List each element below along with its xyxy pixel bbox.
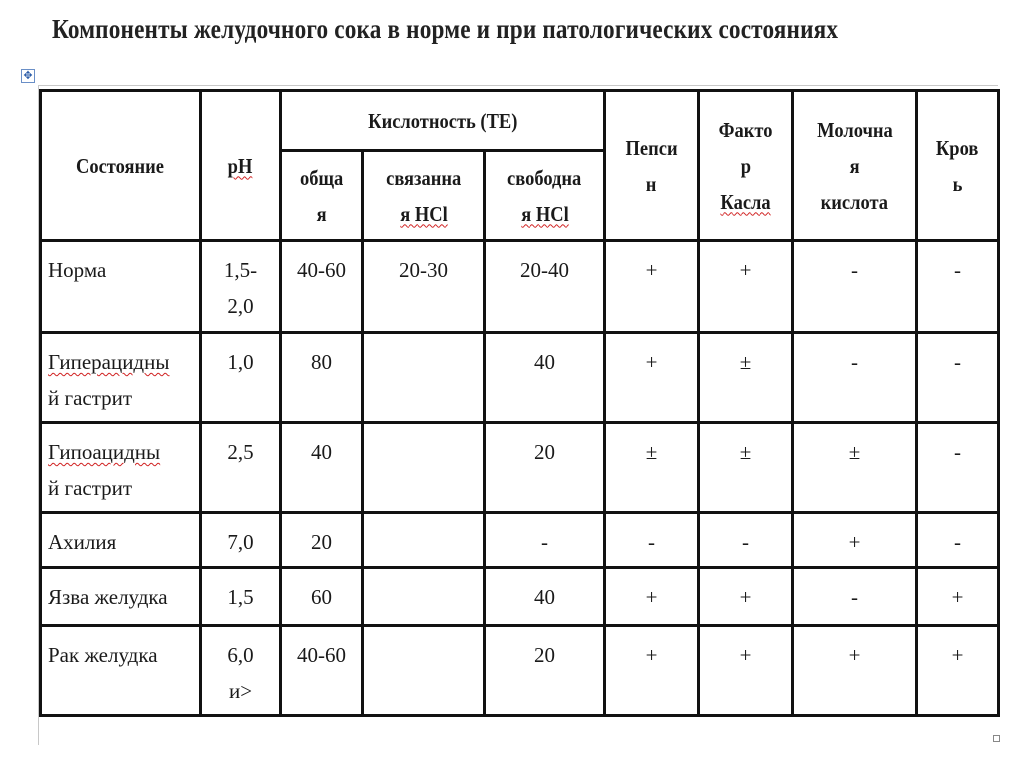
resize-square-icon[interactable] — [993, 735, 1000, 742]
cell-pepsin: + — [605, 568, 699, 626]
cell-pepsin: + — [605, 241, 699, 333]
cell-bound — [363, 513, 485, 568]
cell-state: Язва желудка — [41, 568, 201, 626]
cell-bound — [363, 333, 485, 423]
cell-total: 20 — [281, 513, 363, 568]
components-table — [39, 89, 1000, 717]
cell-blood: + — [917, 568, 999, 626]
move-arrows-icon[interactable]: ✥ — [21, 69, 35, 83]
cell-total: 80 — [281, 333, 363, 423]
cell-blood: - — [917, 241, 999, 333]
header-row-1 — [41, 91, 999, 151]
cell-pepsin: + — [605, 626, 699, 716]
cell-state: Гиперацидны й гастрит — [41, 333, 201, 423]
header-total: обща я — [281, 151, 363, 241]
table-row — [41, 333, 999, 423]
header-free-hcl: свободна я HCl — [485, 151, 605, 241]
cell-blood: + — [917, 626, 999, 716]
cell-ph: 2,5 — [201, 423, 281, 513]
cell-ph: 6,0 и> — [201, 626, 281, 716]
cell-total: 60 — [281, 568, 363, 626]
table-row — [41, 568, 999, 626]
header-acidity: Кислотность (ТЕ) — [281, 91, 605, 151]
cell-free: 20-40 — [485, 241, 605, 333]
cell-blood: - — [917, 333, 999, 423]
header-castle-factor: Факто р Касла — [699, 91, 793, 241]
header-pepsin: Пепси н — [605, 91, 699, 241]
cell-pepsin: ± — [605, 423, 699, 513]
cell-total: 40-60 — [281, 626, 363, 716]
cell-castle: + — [699, 568, 793, 626]
cell-blood: - — [917, 513, 999, 568]
cell-free: 20 — [485, 626, 605, 716]
cell-free: 40 — [485, 568, 605, 626]
cell-lactic: + — [793, 513, 917, 568]
cell-castle: ± — [699, 423, 793, 513]
cell-state: Гипоацидны й гастрит — [41, 423, 201, 513]
table-row — [41, 513, 999, 568]
cell-lactic: - — [793, 568, 917, 626]
cell-castle: + — [699, 241, 793, 333]
cell-blood: - — [917, 423, 999, 513]
cell-bound — [363, 626, 485, 716]
cell-ph: 1,5- 2,0 — [201, 241, 281, 333]
cell-ph: 1,0 — [201, 333, 281, 423]
table-row — [41, 626, 999, 716]
cell-ph: 7,0 — [201, 513, 281, 568]
cell-lactic: + — [793, 626, 917, 716]
cell-castle: - — [699, 513, 793, 568]
header-ph: pH — [201, 91, 281, 241]
header-blood: Кров ь — [917, 91, 999, 241]
cell-total: 40-60 — [281, 241, 363, 333]
cell-lactic: - — [793, 333, 917, 423]
cell-lactic: - — [793, 241, 917, 333]
cell-state: Норма — [41, 241, 201, 333]
header-state: Состояние — [41, 91, 201, 241]
table-row — [41, 241, 999, 333]
header-bound-hcl: связанна я HCl — [363, 151, 485, 241]
cell-total: 40 — [281, 423, 363, 513]
cell-pepsin: + — [605, 333, 699, 423]
page-title: Компоненты желудочного сока в норме и при патологических состояниях — [52, 14, 839, 44]
cell-free: - — [485, 513, 605, 568]
cell-state: Ахилия — [41, 513, 201, 568]
cell-bound — [363, 423, 485, 513]
cell-free: 40 — [485, 333, 605, 423]
cell-bound: 20-30 — [363, 241, 485, 333]
cell-state: Рак желудка — [41, 626, 201, 716]
header-lactic-acid: Молочна я кислота — [793, 91, 917, 241]
cell-castle: + — [699, 626, 793, 716]
cell-ph: 1,5 — [201, 568, 281, 626]
cell-castle: ± — [699, 333, 793, 423]
cell-pepsin: - — [605, 513, 699, 568]
cell-bound — [363, 568, 485, 626]
page-frame-top — [38, 85, 998, 86]
table-row — [41, 423, 999, 513]
cell-free: 20 — [485, 423, 605, 513]
cell-lactic: ± — [793, 423, 917, 513]
